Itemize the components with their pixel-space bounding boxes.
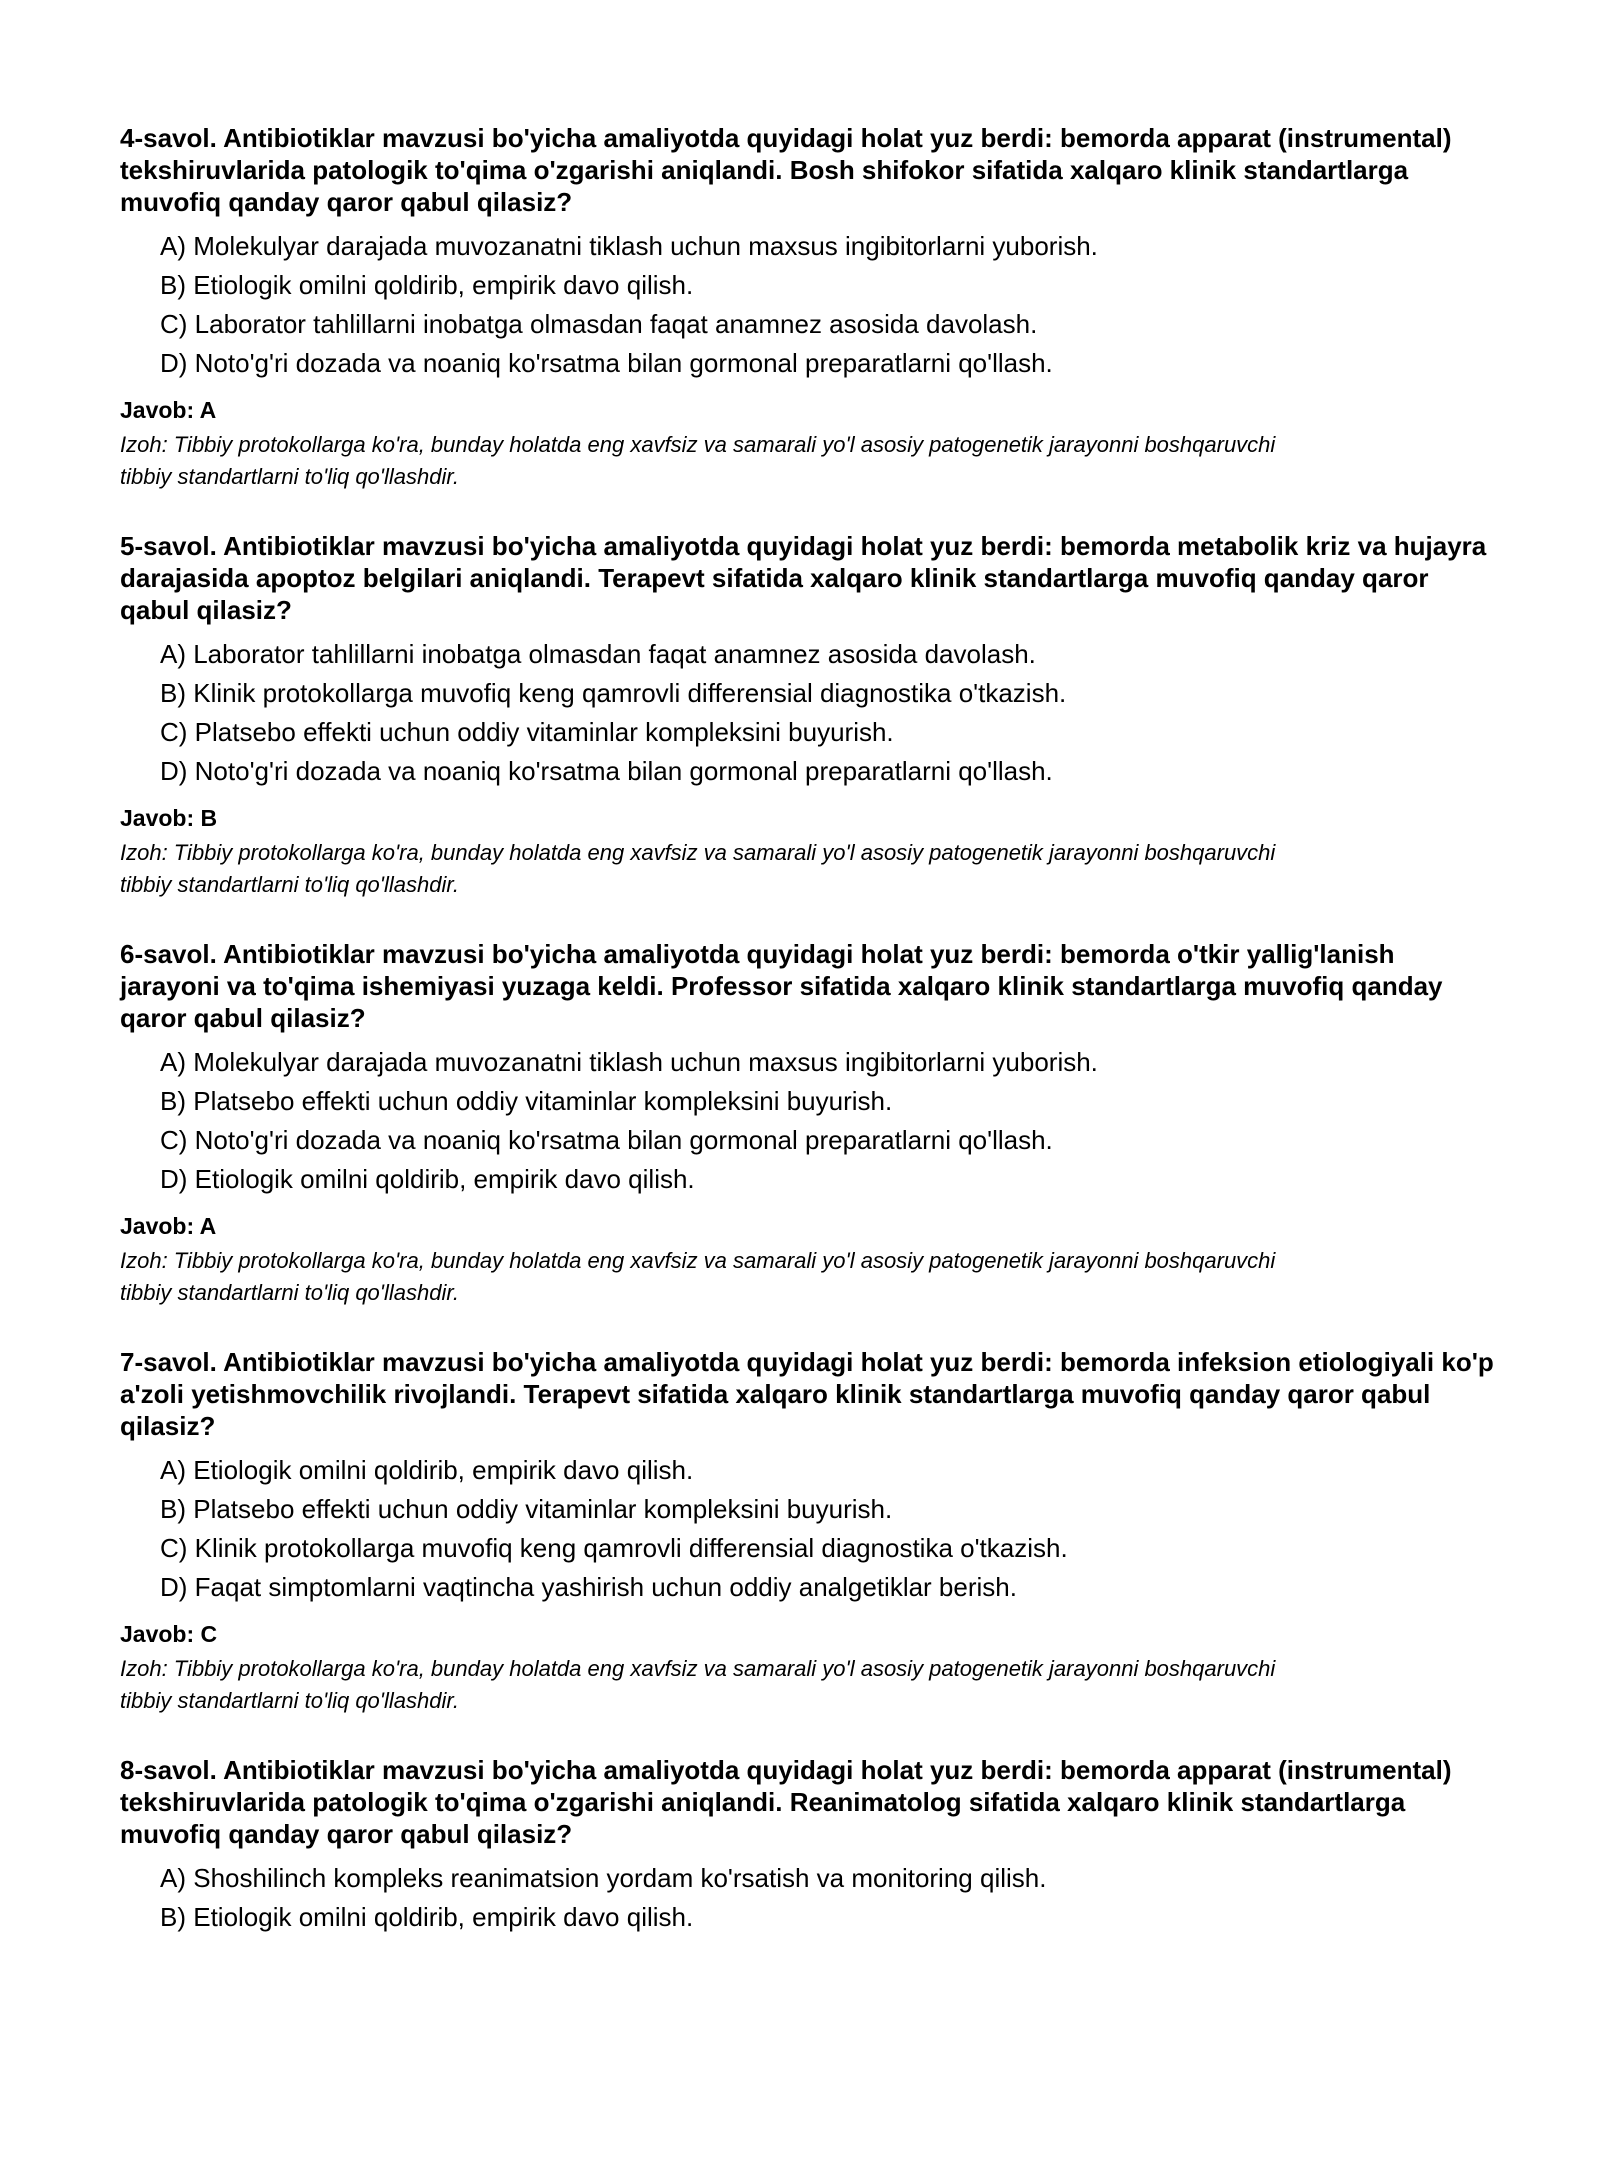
- question-title: 7-savol. Antibiotiklar mavzusi bo'yicha amaliyotda quyidagi holat yuz berdi: bemorda infeksion etiologiyali ko'p a'zoli yetishmovchilik rivojlandi. Terapevt sifatida xalqaro klinik standartlarga muvofiq qanday qaror qabul qilasiz?: [120, 1347, 1494, 1441]
- document-page: [120, 122, 1500, 2162]
- options-list: [120, 1043, 1500, 1199]
- answer-label: Javob: A: [120, 397, 217, 423]
- options-list: [120, 227, 1500, 383]
- explanation-note: Izoh: Tibbiy protokollarga ko'ra, bunday holatda eng xavfsiz va samarali yo'l asosiy patogenetik jarayonni boshqaruvchi tibbiy standartlarni to'liq qo'llashdir.: [120, 432, 1276, 489]
- option-d: D) Noto'g'ri dozada va noaniq ko'rsatma bilan gormonal preparatlarni qo'llash.: [160, 348, 1053, 378]
- question-block: [120, 530, 1500, 938]
- answer-label: Javob: A: [120, 1213, 217, 1239]
- options-list: [120, 635, 1500, 791]
- option-c: C) Laborator tahlillarni inobatga olmasdan faqat anamnez asosida davolash.: [160, 309, 1038, 339]
- explanation-note: Izoh: Tibbiy protokollarga ko'ra, bunday holatda eng xavfsiz va samarali yo'l asosiy patogenetik jarayonni boshqaruvchi tibbiy standartlarni to'liq qo'llashdir.: [120, 1656, 1276, 1713]
- option-a: A) Etiologik omilni qoldirib, empirik davo qilish.: [160, 1455, 694, 1485]
- option-c: C) Platsebo effekti uchun oddiy vitaminlar kompleksini buyurish.: [160, 717, 894, 747]
- option-b: B) Etiologik omilni qoldirib, empirik davo qilish.: [160, 1902, 694, 1932]
- question-title: 6-savol. Antibiotiklar mavzusi bo'yicha amaliyotda quyidagi holat yuz berdi: bemorda o'tkir yallig'lanish jarayoni va to'qima ishemiyasi yuzaga keldi. Professor sifatida xalqaro klinik standartlarga muvofiq qanday qaror qabul qilasiz?: [120, 939, 1443, 1033]
- option-b: B) Klinik protokollarga muvofiq keng qamrovli differensial diagnostika o'tkazish.: [160, 678, 1067, 708]
- answer-label: Javob: B: [120, 805, 218, 831]
- option-d: D) Etiologik omilni qoldirib, empirik davo qilish.: [160, 1164, 695, 1194]
- question-block: [120, 938, 1500, 1346]
- option-c: C) Klinik protokollarga muvofiq keng qamrovli differensial diagnostika o'tkazish.: [160, 1533, 1068, 1563]
- question-title: 4-savol. Antibiotiklar mavzusi bo'yicha amaliyotda quyidagi holat yuz berdi: bemorda apparat (instrumental) tekshiruvlarida patologik to'qima o'zgarishi aniqlandi. Bosh shifokor sifatida xalqaro klinik standartlarga muvofiq qanday qaror qabul qilasiz?: [120, 123, 1452, 217]
- option-b: B) Platsebo effekti uchun oddiy vitaminlar kompleksini buyurish.: [160, 1494, 893, 1524]
- option-b: B) Platsebo effekti uchun oddiy vitaminlar kompleksini buyurish.: [160, 1086, 893, 1116]
- option-d: D) Noto'g'ri dozada va noaniq ko'rsatma bilan gormonal preparatlarni qo'llash.: [160, 756, 1053, 786]
- question-title: 5-savol. Antibiotiklar mavzusi bo'yicha amaliyotda quyidagi holat yuz berdi: bemorda metabolik kriz va hujayra darajasida apoptoz belgilari aniqlandi. Terapevt sifatida xalqaro klinik standartlarga muvofiq qanday qaror qabul qilasiz?: [120, 531, 1487, 625]
- explanation-note: Izoh: Tibbiy protokollarga ko'ra, bunday holatda eng xavfsiz va samarali yo'l asosiy patogenetik jarayonni boshqaruvchi tibbiy standartlarni to'liq qo'llashdir.: [120, 1248, 1276, 1305]
- question-title: 8-savol. Antibiotiklar mavzusi bo'yicha amaliyotda quyidagi holat yuz berdi: bemorda apparat (instrumental) tekshiruvlarida patologik to'qima o'zgarishi aniqlandi. Reanimatolog sifatida xalqaro klinik standartlarga muvofiq qanday qaror qabul qilasiz?: [120, 1755, 1452, 1849]
- options-list: [120, 1451, 1500, 1607]
- option-a: A) Laborator tahlillarni inobatga olmasdan faqat anamnez asosida davolash.: [160, 639, 1036, 669]
- option-c: C) Noto'g'ri dozada va noaniq ko'rsatma bilan gormonal preparatlarni qo'llash.: [160, 1125, 1053, 1155]
- option-a: A) Molekulyar darajada muvozanatni tiklash uchun maxsus ingibitorlarni yuborish.: [160, 1047, 1098, 1077]
- answer-label: Javob: C: [120, 1621, 218, 1647]
- options-list: [120, 1859, 1500, 1937]
- option-a: A) Shoshilinch kompleks reanimatsion yordam ko'rsatish va monitoring qilish.: [160, 1863, 1047, 1893]
- option-d: D) Faqat simptomlarni vaqtincha yashirish uchun oddiy analgetiklar berish.: [160, 1572, 1017, 1602]
- option-a: A) Molekulyar darajada muvozanatni tiklash uchun maxsus ingibitorlarni yuborish.: [160, 231, 1098, 261]
- question-block: [120, 122, 1500, 530]
- option-b: B) Etiologik omilni qoldirib, empirik davo qilish.: [160, 270, 694, 300]
- explanation-note: Izoh: Tibbiy protokollarga ko'ra, bunday holatda eng xavfsiz va samarali yo'l asosiy patogenetik jarayonni boshqaruvchi tibbiy standartlarni to'liq qo'llashdir.: [120, 840, 1276, 897]
- question-block: [120, 1754, 1500, 2162]
- question-block: [120, 1346, 1500, 1754]
